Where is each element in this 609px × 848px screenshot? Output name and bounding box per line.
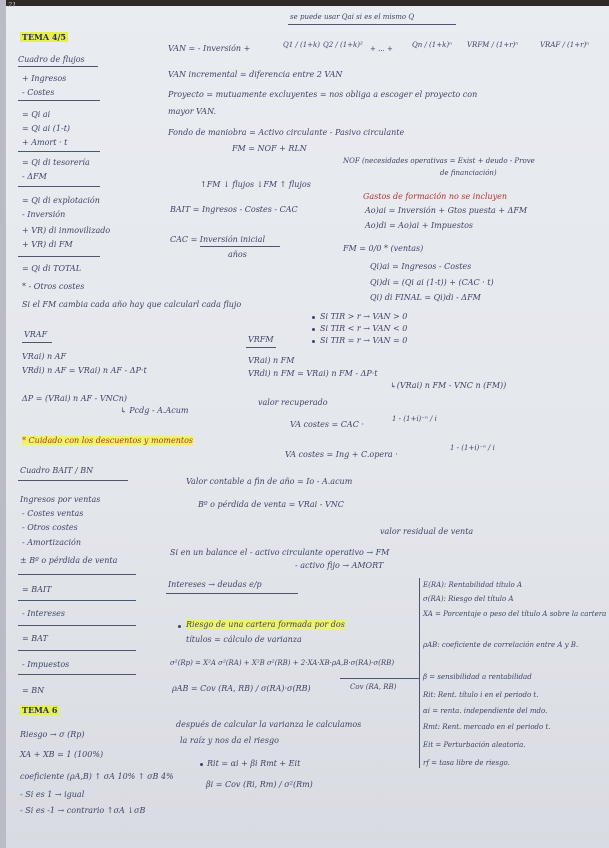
gastos-formacion-note: Gastos de formación no se incluyen [363,192,508,201]
cartera-intro-text: Riesgo de una cartera formada por dos [186,620,345,629]
rho-formula: ρAB = Cov (RA, RB) / σ(RA)·σ(RB) [172,684,311,693]
tir-rule: Si TIR > r → VAN > 0 [320,312,408,321]
divider [18,151,100,152]
vrfm-title: VRFM [248,335,274,344]
va-costes-fraction: 1 - (1+i)⁻ⁿ / i [450,444,495,452]
tema-6-heading: TEMA 6 [22,705,58,715]
bullet [178,625,181,628]
qai-note: se puede usar Qai si es el mismo Q [290,13,415,21]
divider [18,674,136,675]
fondo-maniobra: Fondo de maniobra = Activo circulante - Pasivo circulante [168,128,405,137]
underline [22,342,52,343]
underline [18,480,128,481]
vraf-line: VRdi) n AF = VRai) n AF - ΔP·t [22,366,147,375]
vraf-line: ΔP = (VRai) n AF - VNCn) [22,394,128,403]
bait-bn-line: - Impuestos [22,660,70,669]
balance-rule: Si en un balance el - activo circulante operativo → FM [170,548,390,557]
bait-bn-line: = BN [22,686,45,695]
van-formula-start: VAN = - Inversión + [168,44,251,53]
cartera-intro-2 [186,635,302,645]
fm-ventas: FM = 0/0 * (ventas) [343,244,424,253]
legend-divider [419,578,420,768]
divider [18,625,136,626]
photo-top-edge [0,0,609,6]
qi-ai-formula: Qi)ai = Ingresos - Costes [370,262,472,271]
van-term: Q1 / (1+k) [283,41,321,49]
flujos-line: = Qi di explotación [22,196,100,205]
bullet [312,328,315,331]
flujos-line: - Inversión [22,210,66,219]
cac-denominator: años [228,250,247,259]
bait-bn-line: - Intereses [22,609,66,618]
tir-rule: Si TIR = r → VAN = 0 [320,336,408,345]
bait-bn-line: - Costes ventas [22,509,84,518]
underline [246,347,276,348]
tir-rule: Si TIR < r → VAN < 0 [320,324,408,333]
activo-fijo: - activo fijo → AMORT [295,561,384,570]
legend-line: Eit = Perturbación aleatoria. [423,741,526,749]
cambio-fm-note: Si el FM cambia cada año hay que calcularl cada flujo [22,300,242,309]
proyecto-excluyentes: Proyecto = mutuamente excluyentes = nos obliga a escoger el proyecto con [168,90,478,99]
flujos-line: = Qi ai (1-t) [22,124,71,133]
legend-line: αi = renta. independiente del mdo. [423,707,548,715]
vrfm-line: ↳(VRai) n FM - VNC n (FM)) [390,381,507,390]
underline [18,66,98,67]
qi-di-formula: Qi)di = (Qi ai (1-t)) + (CAC · t) [370,278,494,287]
cov-label: Cov (RA, RB) [350,683,397,691]
bait-bn-line: - Otros costes [22,523,78,532]
divider [18,256,100,257]
legend-line: rf = tasa libre de riesgo. [423,759,510,767]
bait-bn-line: = BAT [22,634,48,643]
bait-bn-title: Cuadro BAIT / BN [20,466,94,475]
flujos-line: - ΔFM [22,172,47,181]
bait-bn-line: - Amortización [22,538,82,547]
tema-4-5-heading: TEMA 4/5 [22,32,66,42]
legend-line: Rmt: Rent. mercado en el periodo t. [423,723,551,731]
riesgo-line: coeficiente (ρA,B) ↑ σA 10% ↑ σB 4% [20,772,174,781]
nof-definition-2: de financiación) [440,169,497,177]
divider [18,650,136,651]
flujos-fm-relation: ↑FM ↓ flujos ↓FM ↑ flujos [200,180,311,189]
valor-contable: Valor contable a fin de año = Io - A.acum [186,477,353,486]
flujos-line: - Costes [22,88,55,97]
bullet [312,316,315,319]
vrfm-line: valor recuperado [258,398,328,407]
vacostes-fraction: 1 - (1+i)⁻ⁿ / i [392,415,437,423]
divider [18,600,136,601]
flujos-line: * - Otros costes [22,282,85,291]
cartera-intro-2-text: títulos = cálculo de varianza [186,635,302,644]
ao-ai-formula: Ao)ai = Inversión + Gtos puesta + ΔFM [365,206,528,215]
flujos-line: + VR) di FM [22,240,73,249]
flujos-title: Cuadro de flujos [18,55,85,64]
underline [166,593,298,594]
cac-fraction-bar [200,246,280,247]
legend-line: Rit: Rent. título i en el periodo t. [423,691,539,699]
divider [18,100,100,101]
vrfm-line: VRdi) n FM = VRai) n FM - ΔP·t [248,369,378,378]
bait-formula: BAIT = Ingresos - Costes - CAC [170,205,298,214]
bait-bn-line: = BAIT [22,585,52,594]
warning-descuentos [22,436,193,446]
flujos-line: + Ingresos [22,74,67,83]
beta-formula: βi = Cov (Ri, Rm) / σ²(Rm) [206,780,313,789]
proyecto-excluyentes-2: mayor VAN. [168,107,217,116]
fm-equation: FM = NOF + RLN [232,144,307,153]
va-costes-formula: VA costes = Ing + C.opera · [285,450,398,459]
divider [18,574,136,575]
riesgo-line: XA + XB = 1 (100%) [20,750,104,759]
flujos-line: = Qi ai [22,110,51,119]
flujos-line: + Amort · t [22,138,68,147]
valor-residual: valor residual de venta [380,527,474,536]
page-number: 21 [8,1,17,9]
qi-final-formula: Qi) di FINAL = Qi)di - ΔFM [370,293,481,302]
van-term: Qn / (1+k)ⁿ [412,41,452,49]
flujos-line: + VR) di inmovilizado [22,226,111,235]
legend-line: XA = Porcentaje o peso del título A sobre la cartera [423,610,607,618]
bo-perdida-venta: Bº o pérdida de venta = VRai - VNC [198,500,344,509]
van-term: VRAF / (1+r)ⁿ [540,41,590,49]
cartera-intro [186,620,345,630]
rit-formula: Rit = αi + βi Rmt + Eit [207,759,301,768]
cov-bar [340,678,420,679]
photo-left-edge [0,0,6,848]
van-term: Q2 / (1+k)² [323,41,363,49]
divider [18,186,100,187]
vrfm-line: VRai) n FM [248,356,295,365]
varianza-formula: σ²(Rp) = X²A σ²(RA) + X²B σ²(RB) + 2·XA·XB·ρA,B·σ(RA)·σ(RB) [170,659,395,667]
bullet [200,763,203,766]
ao-di-formula: Ao)di = Ao)ai + Impuestos [365,221,474,230]
van-term: + ... + [370,45,393,53]
legend-line: ρAB: coeficiente de correlación entre A y B. [423,641,579,649]
warning-text: * Cuidado con los descuentos y momentos [22,436,193,445]
vraf-title: VRAF [24,330,48,339]
despues-varianza: después de calcular la varianza le calculamos [176,720,362,729]
intereses-deudas: Intereses → deudas e/p [168,580,262,589]
bullet [312,340,315,343]
van-term: VRFM / (1+r)ⁿ [467,41,519,49]
flujos-line: = Qi di TOTAL [22,264,82,273]
cac-formula: CAC = Inversión inicial [170,235,266,244]
riesgo-line: - Si es 1 → igual [20,790,85,799]
riesgo-line: - Si es -1 → contrario ↑σA ↓σB [20,806,146,815]
bait-bn-line: Ingresos por ventas [20,495,101,504]
flujos-line: = Qi di tesorería [22,158,90,167]
note-bracket [288,24,456,25]
legend-line: σ(RA): Riesgo del título A [423,595,514,603]
van-incremental: VAN incremental = diferencia entre 2 VAN [168,70,343,79]
nof-definition: NOF (necesidades operativas = Exist + deudo - Prove [343,157,535,165]
vraf-line: ↳ Pcdg - A.Acum [120,406,189,415]
bait-bn-line: ± Bº o pérdida de venta [20,556,118,565]
despues-varianza-2: la raíz y nos da el riesgo [180,736,279,745]
legend-line: E(RA): Rentabilidad título A [423,581,523,589]
riesgo-line: Riesgo → σ (Rp) [20,730,85,739]
vacostes-formula: VA costes = CAC · [290,420,364,429]
legend-line: β = sensibilidad a rentabilidad [423,673,532,681]
vraf-line: VRai) n AF [22,352,66,361]
